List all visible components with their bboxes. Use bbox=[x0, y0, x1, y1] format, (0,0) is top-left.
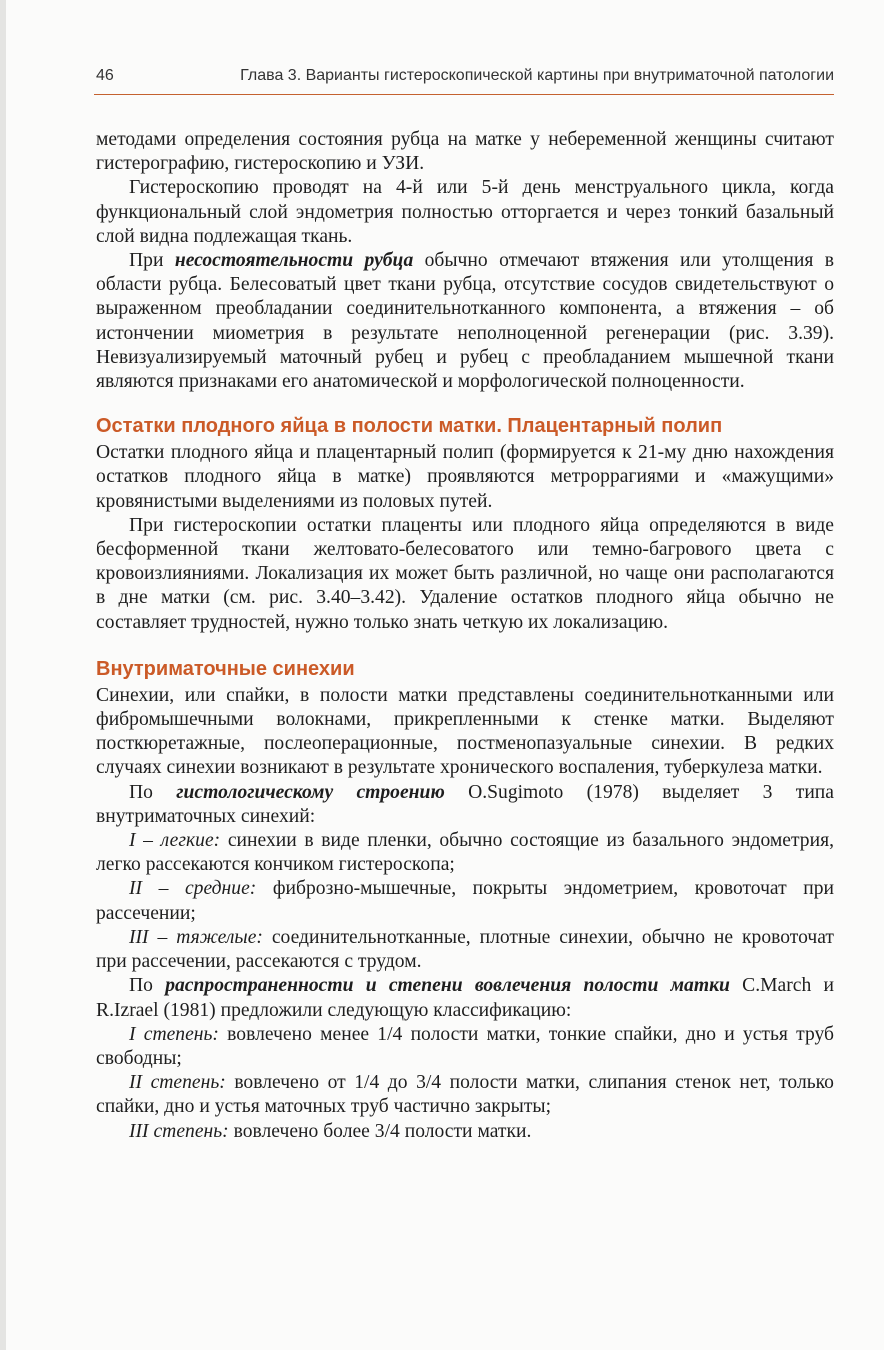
paragraph-prevalence-classification bbox=[96, 974, 834, 1022]
item-label: I степень: bbox=[129, 1023, 219, 1045]
item-label: III степень: bbox=[129, 1120, 229, 1142]
section-heading-placental-polyp: Остатки плодного яйца в полости матки. Плацентарный полип bbox=[96, 415, 723, 438]
paragraph-placental-findings: При гистероскопии остатки плаценты или плодного яйца определяются в виде бесформенной ткани желтовато-белесоватого или темно-багрового цвета с кровоизлияниями. Локализация их может быть различной, но чаще они располагаются в дне матки (см. рис. 3.40–3.42). Удаление остатков плодного яйца обычно не составляет трудностей, нужно только знать четкую их локализацию. bbox=[96, 514, 834, 633]
section-heading-synechiae: Внутриматочные синехии bbox=[96, 657, 355, 680]
paragraph-scar-methods: методами определения состояния рубца на матке у небеременной женщины считают гистерографию, гистероскопию и УЗИ. bbox=[96, 129, 834, 175]
paragraph-histology-classification bbox=[96, 781, 834, 829]
text-run: По bbox=[129, 975, 166, 997]
list-item-degree-1 bbox=[96, 1023, 834, 1071]
list-item-degree-2 bbox=[96, 1071, 834, 1119]
page-edge-shadow bbox=[0, 0, 6, 1350]
item-text: вовлечено менее 1/4 полости матки, тонкие спайки, дно и устья труб свободны; bbox=[96, 1023, 834, 1069]
item-text: фиброзно-мышечные, покрыты эндометрием, кровоточат при рассечении; bbox=[96, 878, 835, 924]
running-header-title: Глава 3. Варианты гистероскопической картины при внутриматочной патологии bbox=[240, 67, 834, 84]
text-run: O.Sugimoto (1978) выделяет 3 типа внутриматочных синехий: bbox=[96, 781, 834, 827]
emphasis-term: гистологическому строению bbox=[176, 781, 445, 803]
page-number: 46 bbox=[96, 67, 114, 84]
emphasis-term: несостоятельности рубца bbox=[174, 250, 414, 272]
item-text: вовлечено более 3/4 полости матки. bbox=[228, 1120, 532, 1142]
paragraph-placental-intro: Остатки плодного яйца и плацентарный полип (формируется к 21-му дню нахождения остатков плодного яйца в матке) проявляются метроррагиями и «мажущими» кровянистыми выделениями из половых путей. bbox=[96, 442, 834, 512]
list-item-degree-3 bbox=[96, 1120, 834, 1144]
text-run: При bbox=[129, 250, 175, 272]
header-rule bbox=[94, 94, 834, 95]
item-text: соединительнотканные, плотные синехии, обычно не кровоточат при рассечении, рассекаются с трудом. bbox=[96, 926, 834, 973]
list-item-type-2 bbox=[96, 877, 834, 925]
item-label: I – легкие: bbox=[129, 830, 221, 852]
text-run: По bbox=[129, 781, 177, 803]
item-text: вовлечено от 1/4 до 3/4 полости матки, слипания стенок нет, только спайки, дно и устья маточных труб частично закрыты; bbox=[96, 1072, 834, 1118]
paragraph-synechiae-intro: Синехии, или спайки, в полости матки представлены соединительнотканными или фибромышечными волокнами, прикрепленными к стенке матки. Выделяют посткюретажные, послеоперационные, постменопазуальные синехии. В редких случаях синехии возникают в результате хронического воспаления, туберкулеза матки. bbox=[96, 684, 834, 779]
paragraph-hysteroscopy-timing: Гистероскопию проводят на 4-й или 5-й день менструального цикла, когда функциональный слой эндометрия полностью отторгается и через тонкий базальный слой видна подлежащая ткань. bbox=[96, 177, 834, 247]
text-run: C.March и R.Izrael (1981) предложили следующую классификацию: bbox=[96, 975, 835, 1021]
item-label: III – тяжелые: bbox=[129, 926, 263, 948]
paragraph-scar-insufficiency bbox=[96, 249, 834, 394]
item-label: II степень: bbox=[129, 1072, 226, 1094]
item-text: синехии в виде пленки, обычно состоящие из базального эндометрия, легко рассекаются кончиком гистероскопа; bbox=[96, 830, 834, 876]
item-label: II – средние: bbox=[129, 878, 257, 900]
emphasis-term: распространенности и степени вовлечения полости матки bbox=[165, 975, 730, 997]
list-item-type-3 bbox=[96, 926, 834, 974]
list-item-type-1 bbox=[96, 829, 834, 877]
page-body bbox=[96, 128, 834, 1144]
text-run: обычно отмечают втяжения или утолщения в области рубца. Белесоватый цвет ткани рубца, отсутствие сосудов свидетельствуют о выраженном преобладании соединительнотканного компонента, а втяжения – об истончении миометрия в результате неполноценной регенерации (рис. 3.39). Невизуализируемый маточный рубец и рубец с преобладанием мышечной ткани являются признаками его анатомической и морфологической полноценности. bbox=[96, 250, 834, 393]
